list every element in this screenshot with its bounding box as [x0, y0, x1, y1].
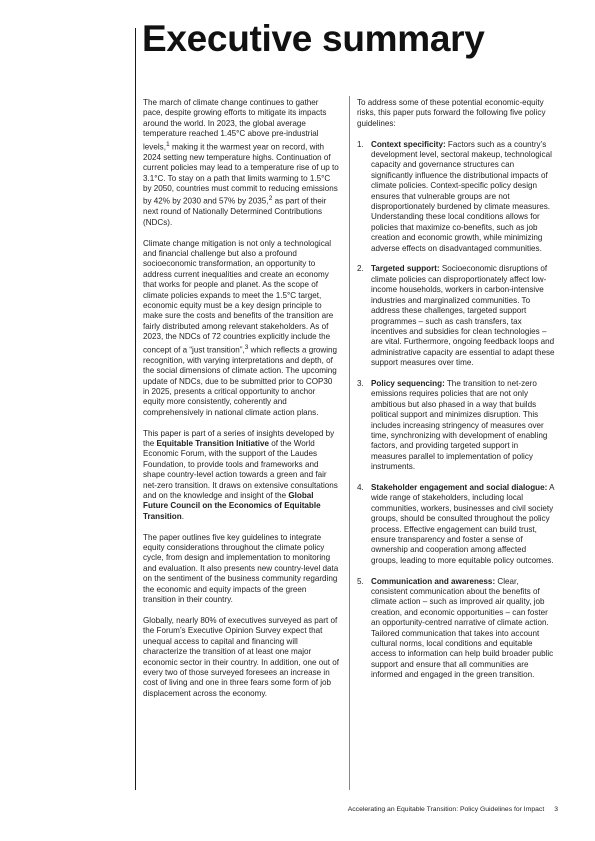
paragraph-intro — [143, 98, 339, 228]
guideline-number: 2. — [357, 264, 364, 274]
guideline-text: Factors such as a country’s development level, sectoral makeup, technological capacity and governance structures can significantly influence the distributional impacts of climate policies. Context-specific policy design ensures that vulnerable groups are not disproportionately burdened by climate measures. Understanding these local conditions allows for policies that maximize co-benefits, such as job creation and economic growth, while minimizing adverse effects on disadvantaged communities. — [371, 139, 552, 253]
footnote-ref[interactable]: 1 — [165, 140, 170, 148]
guideline-title: Context specificity: — [371, 139, 446, 149]
text: as part of their next round of Nationally Determined Contributions (NDCs). — [143, 197, 327, 227]
guideline-item — [357, 577, 555, 681]
council-name: Global Future Council on the Economics of Equitable Transition — [143, 491, 321, 521]
guideline-title: Communication and awareness: — [371, 576, 496, 586]
paragraph-outline: The paper outlines five key guidelines to integrate equity considerations throughout the climate policy cycle, from design and implementation to monitoring and evaluation. It also presents new country-level data on the sentiment of the business community regarding the economic and equity impacts of the green transition in their country. — [143, 532, 339, 605]
paragraph-series — [143, 429, 339, 523]
text: which reflects a growing recognition, with varying interpretations and depth, of the social dimensions of climate action. The upcoming update of NDCs, due to be submitted prior to COP30 in 2025, presents a critical opportunity to anchor equity more consistently, coherently and comprehensively in national climate action plans. — [143, 345, 338, 417]
guidelines-intro: To address some of these potential economic-equity risks, this paper puts forward the following five policy guidelines: — [357, 98, 546, 128]
guideline-text: Clear, consistent communication about the benefits of climate action – such as improved air quality, job creation, and economic opportunities – can foster an opportunity-centred narrative of climate action. Tailored communication that takes into account cultural norms, local conditions and equitable access to information can help build broader public support and ensure that all communities are informed and engaged in the green transition. — [371, 576, 554, 680]
guideline-text: A wide range of stakeholders, including local communities, workers, businesses and civil society groups, should be consulted throughout the policy process. Effective engagement can build trust, ensure transparency and foster a sense of ownership and cooperation among affected groups, leading to more equitable policy outcomes. — [371, 482, 555, 565]
guideline-item — [357, 483, 555, 566]
footnote-ref[interactable]: 3 — [244, 343, 249, 351]
footnote-ref[interactable]: 2 — [268, 195, 273, 203]
guideline-number: 5. — [357, 576, 364, 586]
page-number: 3 — [554, 806, 558, 813]
title-rule — [135, 28, 136, 790]
page-title: Executive summary — [142, 18, 485, 59]
guideline-text: Socioeconomic disruptions of climate policies can disproportionately affect low-income households, workers in carbon-intensive industries and marginalized communities. To address these challenges, targeted support programmes – such as cash transfers, tax incentives and subsidies for clean technologies – are vital. Furthermore, ongoing feedback loops and administrative capacity are essential to adapt these support measures over time. — [371, 264, 555, 368]
guideline-number: 3. — [357, 378, 364, 388]
guideline-item — [357, 140, 555, 254]
guideline-title: Stakeholder engagement and social dialogue: — [371, 482, 548, 492]
text: This paper is part of a series of insights developed by the — [143, 428, 335, 449]
footer-title: Accelerating an Equitable Transition: Policy Guidelines for Impact — [347, 806, 545, 813]
guideline-item — [357, 264, 555, 368]
left-column — [143, 98, 339, 710]
page-footer — [348, 806, 558, 813]
paragraph-survey: Globally, nearly 80% of executives surveyed as part of the Forum’s Executive Opinion Survey expect that unequal access to capital and financing will characterize the transition of at least one major economic sector in their country. In addition, one out of every two of those surveyed foresees an increase in cost of living and one in three fears some form of job displacement across the economy. — [143, 615, 340, 698]
right-column — [357, 98, 555, 691]
guideline-item — [357, 379, 555, 473]
text: of the World Economic Forum, with the support of the Laudes Foundation, to provide tools and frameworks and shape country-level action towards a green and fair net-zero transition. It draws on extensive consultations and on the knowledge and insight of the — [143, 439, 338, 501]
guideline-title: Targeted support: — [371, 264, 440, 274]
paragraph-mitigation — [143, 239, 339, 419]
guideline-number: 1. — [357, 139, 364, 149]
guideline-number: 4. — [357, 482, 364, 492]
guidelines-list — [357, 140, 555, 681]
text: making it the warmest year on record, with 2024 setting new temperature highs. Continuation of current policies may lead to a temperature rise of up to 3.1°C. To stay on a path that limits warming to 1.5°C by 2050, countries must commit to reducing emissions by 42% by 2030 and 57% by 2035, — [143, 142, 339, 207]
text: The march of climate change continues to gather pace, despite growing efforts to mitigate its impacts around the world. In 2023, the global average temperature reached 1.45°C above pre-industrial levels, — [143, 98, 327, 152]
text: . — [181, 511, 184, 521]
text: Climate change mitigation is not only a technological and financial challenge but also a profound socioeconomic transformation, an opportunity to address current inequalities and create an economy that works for people and planet. As the scope of climate policies expands to meet the 1.5°C target, economic equity must be a key design principle to make sure the costs and benefits of the transition are fairly distributed among relevant stakeholders. As of 2023, the NDCs of 72 countries explicitly include the concept of a “just transition”, — [143, 238, 334, 355]
column-divider — [349, 96, 350, 790]
guideline-text: The transition to net-zero emissions requires policies that are not only ambitious but also phased in a way that builds political support and minimizes disruption. This includes increasing stringency of measures over time, synchronizing with development of enabling factors, and providing targeted support in measures parallel to implementation of policy instruments. — [371, 378, 548, 472]
guideline-title: Policy sequencing: — [371, 378, 445, 388]
initiative-name: Equitable Transition Initiative — [156, 439, 269, 449]
